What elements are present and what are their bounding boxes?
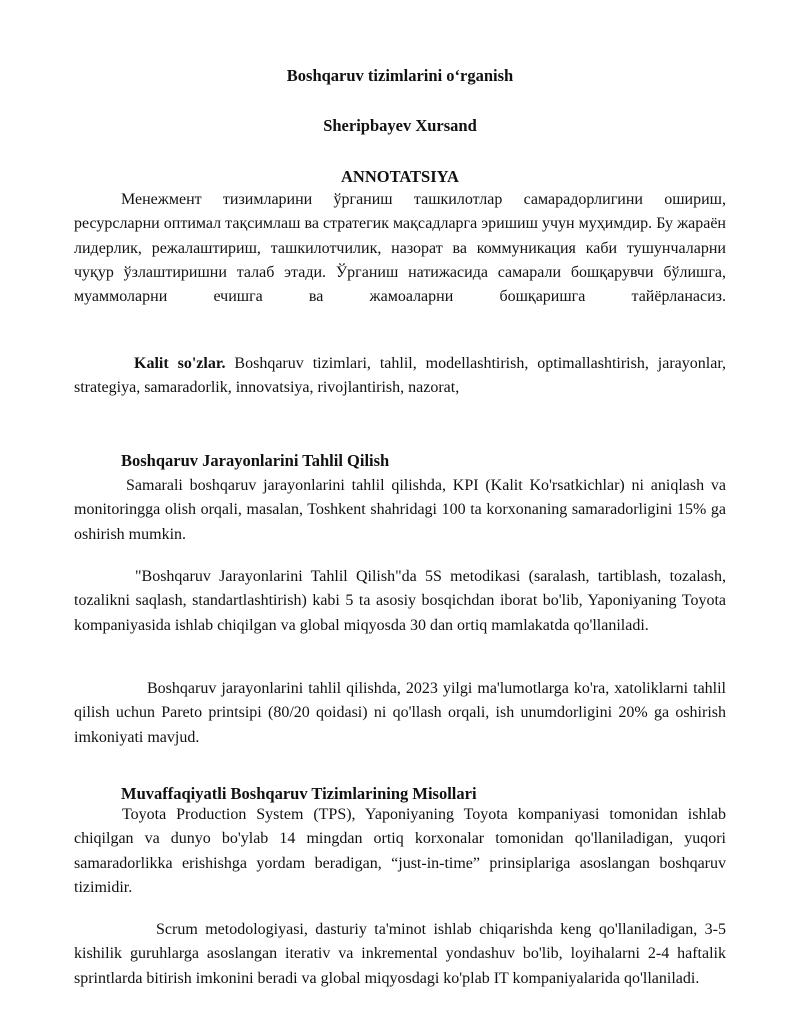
keywords-list: Boshqaruv tizimlari, tahlil, modellashtirish, optimallashtirish, jarayonlar, strategiya, samaradorlik, innovatsiya, rivojlantirish, nazorat, xyxy=(74,355,727,397)
annotation-heading: ANNOTATSIYA xyxy=(341,167,459,186)
author-name: Sheripbayev Xursand xyxy=(323,116,477,135)
examples-paragraph-1: Toyota Production System (TPS), Yaponiyaning Toyota kompaniyasi tomonidan ishlab chiqilgan va dunyo bo'ylab 14 mingdan ortiq korxonalar tomonidan qo'llaniladigan, yuqori samaradorlikka erishishga yordam beradigan, “just-in-time” prinsiplariga asoslangan boshqaruv tizimidir. xyxy=(74,806,726,896)
section-heading-analysis: Boshqaruv Jarayonlarini Tahlil Qilish xyxy=(121,451,390,470)
keywords-label: Kalit so'zlar. xyxy=(134,355,226,372)
analysis-paragraph-3: Boshqaruv jarayonlarini tahlil qilishda, 2023 yilgi ma'lumotlarga ko'ra, xatoliklarni tahlil qilish uchun Pareto printsipi (80/20 qoidasi) ni qo'llash orqali, ish unumdorligini 20% ga oshirish imkoniyati mavjud. xyxy=(74,680,726,746)
keywords-paragraph xyxy=(74,352,726,401)
annotation-paragraph: Менежмент тизимларини ўрганиш ташкилотлар самарадорлигини ошириш, ресурсларни оптимал тақсимлаш ва стратегик мақсадларга эришиш учун муҳимдир. Бу жараён лидерлик, режалаштириш, ташкилотчилик, назорат ва коммуникация каби тушунчаларни чуқур ўзлаштиришни талаб этади. Ўрганиш натижасида самарали бошқарувчи бўлишга, муаммоларни ечишга ва жамоаларни бошқаришга тайёрланасиз. xyxy=(74,191,726,306)
section-heading-examples: Muvaffaqiyatli Boshqaruv Tizimlarining Misollari xyxy=(121,784,477,803)
document-title: Boshqaruv tizimlarini o‘rganish xyxy=(286,66,514,85)
analysis-paragraph-1: Samarali boshqaruv jarayonlarini tahlil qilishda, KPI (Kalit Ko'rsatkichlar) ni aniqlash va monitoringga olish orqali, masalan, Toshkent shahridagi 100 ta korxonaning samaradorligini 15% ga oshirish mumkin. xyxy=(74,477,726,543)
analysis-paragraph-2: "Boshqaruv Jarayonlarini Tahlil Qilish"da 5S metodikasi (saralash, tartiblash, tozalash, tozalikni saqlash, standartlashtirish) kabi 5 ta asosiy bosqichdan iborat bo'lib, Yaponiyaning Toyota kompaniyasida ishlab chiqilgan va global miqyosda 30 dan ortiq mamlakatda qo'llaniladi. xyxy=(74,568,726,634)
examples-paragraph-2: Scrum metodologiyasi, dasturiy ta'minot ishlab chiqarishda keng qo'llaniladigan, 3-5 kishilik guruhlarga asoslangan iterativ va inkremental yondashuv bo'lib, loyihalarni 2-4 haftalik sprintlarda bitirish imkonini beradi va global miqyosdagi ko'plab IT kompaniyalarida qo'llaniladi. xyxy=(74,921,726,987)
